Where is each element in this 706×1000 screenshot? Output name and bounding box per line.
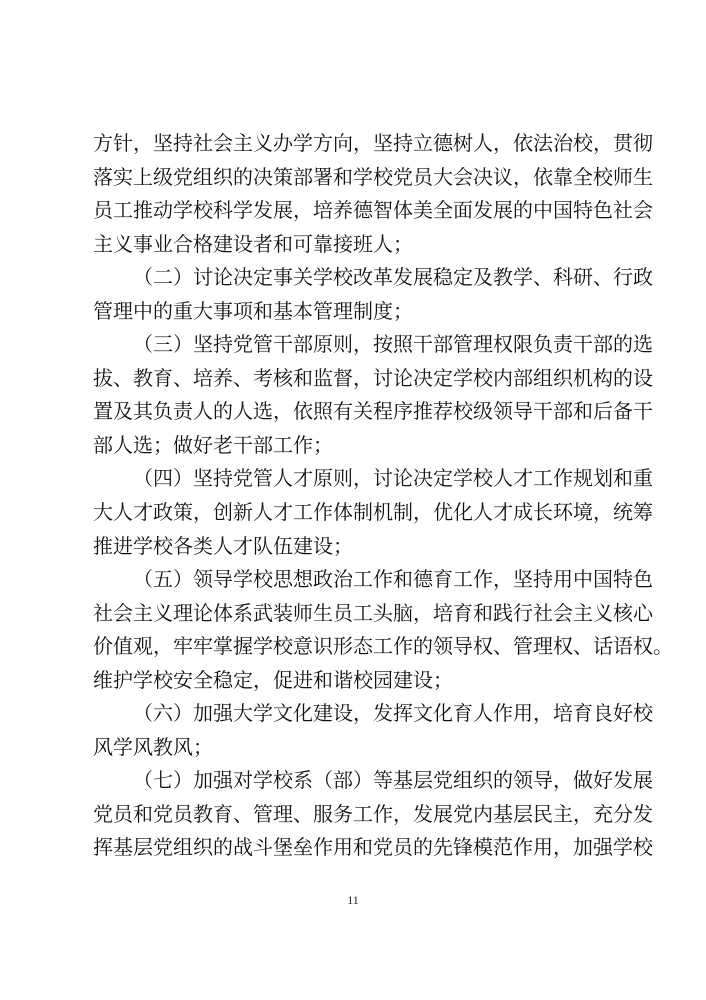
text-line: （二）讨论决定事关学校改革发展稳定及教学、科研、行政 xyxy=(133,265,653,290)
body-text xyxy=(93,127,673,865)
text-line: 管理中的重大事项和基本管理制度； xyxy=(93,298,413,323)
text-line: 员工推动学校科学发展，培养德智体美全面发展的中国特色社会 xyxy=(93,198,653,223)
text-line: 方针，坚持社会主义办学方向，坚持立德树人，依法治校，贯彻 xyxy=(93,131,653,155)
text-line: 置及其负责人的人选，依照有关程序推荐校级领导干部和后备干 xyxy=(93,399,653,424)
text-line: （四）坚持党管人才原则，讨论决定学校人才工作规划和重 xyxy=(133,466,653,491)
text-line: 大人才政策，创新人才工作体制机制，优化人才成长环境，统筹 xyxy=(93,500,653,525)
text-line: （七）加强对学校系（部）等基层党组织的领导，做好发展 xyxy=(133,768,653,793)
text-line: 风学风教风； xyxy=(93,734,213,759)
text-line: 主义事业合格建设者和可靠接班人； xyxy=(93,231,413,256)
text-line: 部人选；做好老干部工作； xyxy=(93,432,333,457)
text-line: 价值观，牢牢掌握学校意识形态工作的领导权、管理权、话语权。 xyxy=(93,634,673,659)
text-line: （六）加强大学文化建设，发挥文化育人作用，培育良好校 xyxy=(133,701,653,726)
text-line: 党员和党员教育、管理、服务工作，发展党内基层民主，充分发 xyxy=(93,801,653,826)
text-line: 落实上级党组织的决策部署和学校党员大会决议，依靠全校师生 xyxy=(93,164,653,189)
text-line: （三）坚持党管干部原则，按照干部管理权限负责干部的选 xyxy=(133,332,653,357)
text-line: 拔、教育、培养、考核和监督，讨论决定学校内部组织机构的设 xyxy=(93,365,653,390)
text-line: （五）领导学校思想政治工作和德育工作，坚持用中国特色 xyxy=(133,567,653,592)
text-line: 挥基层党组织的战斗堡垒作用和党员的先锋模范作用，加强学校 xyxy=(93,835,653,860)
text-line: 维护学校安全稳定，促进和谐校园建设； xyxy=(93,667,453,692)
text-line: 社会主义理论体系武装师生员工头脑，培育和践行社会主义核心 xyxy=(93,600,653,625)
page-number: 11 xyxy=(347,893,359,907)
text-line: 推进学校各类人才队伍建设； xyxy=(93,533,353,558)
